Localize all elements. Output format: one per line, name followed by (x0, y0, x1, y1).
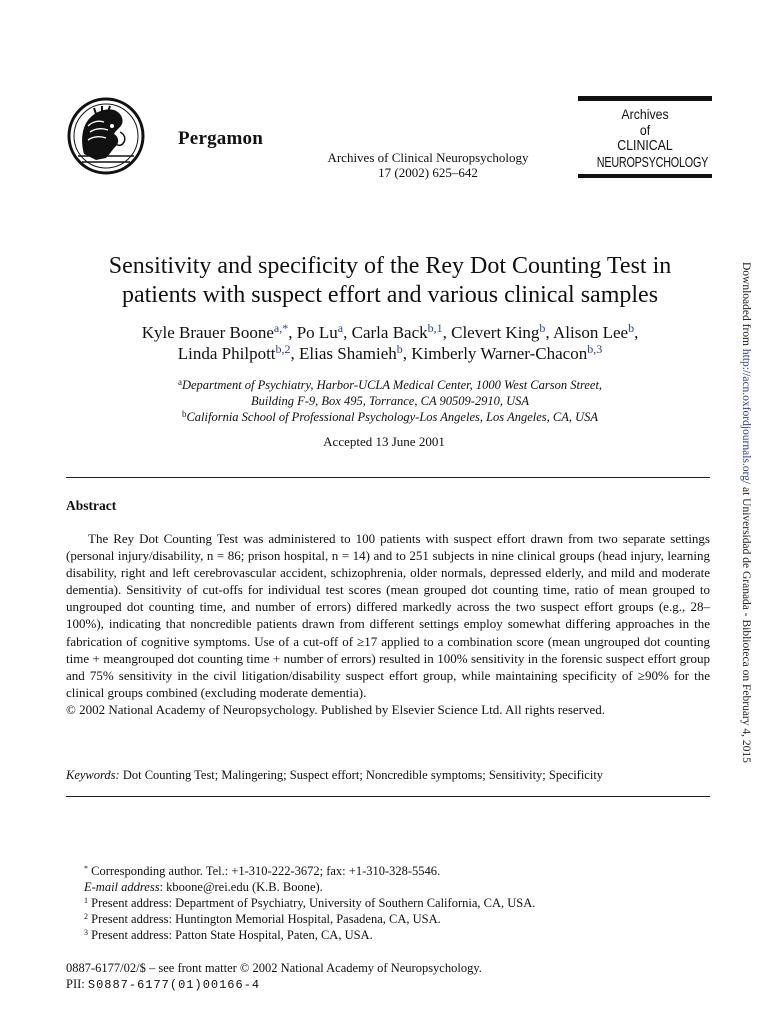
footnote-text: Present address: Patton State Hospital, Paten, CA, USA. (91, 928, 373, 942)
affiliations (150, 377, 630, 425)
brand-line-3: CLINICAL (617, 137, 673, 154)
pii-line (66, 976, 482, 993)
publisher-name: Pergamon (178, 128, 263, 149)
footnote-text: Corresponding author. Tel.: +1-310-222-3672; fax: +1-310-328-5546. (91, 864, 441, 878)
authors-line-1 (40, 322, 740, 343)
brand-line-1: Archives (621, 106, 669, 122)
author-name: Clevert King (451, 323, 540, 342)
copyright-notice: © 2002 National Academy of Neuropsychology. Published by Elsevier Science Ltd. All rights reserved. (66, 701, 606, 717)
keywords-label: Keywords: (66, 768, 120, 782)
issn-line: 0887-6177/02/$ – see front matter © 2002 National Academy of Neuropsychology. (66, 961, 482, 975)
footnote-text: Present address: Department of Psychiatry, University of Southern California, CA, USA. (91, 896, 536, 910)
front-matter (66, 960, 482, 993)
journal-name: Archives of Clinical Neuropsychology (327, 150, 529, 165)
affiliation-a-line-1: Department of Psychiatry, Harbor-UCLA Medical Center, 1000 West Carson Street, (181, 378, 603, 392)
affiliation-b-mark: b (181, 409, 187, 419)
keywords (66, 768, 710, 783)
author-separator: , (634, 323, 639, 342)
author-separator: , (442, 323, 452, 342)
author-affiliation-link[interactable]: b (628, 321, 635, 335)
footnote-text: Present address: Huntington Memorial Hospital, Pasadena, CA, USA. (91, 912, 441, 926)
pii-label: PII: (66, 977, 85, 991)
affiliation-a-mark: a (177, 377, 182, 387)
journal-brand-box (578, 96, 712, 178)
abstract (66, 530, 710, 718)
journal-url-link[interactable]: http://acn.oxfordjournals.org/ (740, 348, 752, 485)
author-separator: , (288, 323, 297, 342)
author-affiliation-link[interactable]: b,1 (427, 321, 443, 335)
author-affiliation-link[interactable]: a,* (273, 321, 289, 335)
author-affiliation-link[interactable]: a (337, 321, 344, 335)
email-label: E-mail address (84, 880, 160, 894)
abstract-body: The Rey Dot Counting Test was administered to 100 patients with suspect effort drawn from two separate settings (personal injury/disability, n = 86; prison hospital, n = 14) and to 251 subjects in nine clinical groups (head injury, learning disability, right and left cerebrovascular accident, schizophrenia, older normals, depressed elderly, and mild and moderate dementia). Sensitivity of cut-offs for individual test scores (mean grouped dot counting time, ratio of mean grouped to ungrouped dot counting time, and number of errors) differed markedly across the two suspect effort groups (e.g., 28–100%), indicating that noncredible patients drawn from different settings employ somewhat differing approaches in the fabrication of cognitive symptoms. Use of a cut-off of ≥17 applied to a combination score (mean ungrouped dot counting time + meangrouped dot counting time + number of errors) resulted in 100% sensitivity in the forensic suspect effort group and 75% sensitivity in the civil litigation/disability suspect effort group, while maintaining specificity of ≥90% for the clinical groups combined (excluding moderate dementia). (66, 531, 710, 700)
journal-issue: 17 (2002) 625–642 (378, 165, 478, 180)
affiliation-a-line-2: Building F-9, Box 495, Torrance, CA 90509-2910, USA (250, 394, 530, 408)
affiliation-b-text: California School of Professional Psychology-Los Angeles, Los Angeles, CA, USA (186, 410, 599, 424)
author-name: Linda Philpott (177, 344, 276, 363)
article-title (54, 252, 726, 310)
author-separator: , (290, 344, 300, 363)
author-name: Po Lu (296, 323, 338, 342)
author-list (40, 322, 740, 364)
footnote-email (84, 879, 724, 895)
elsevier-tree-logo-icon (66, 96, 168, 178)
accepted-date: Accepted 13 June 2001 (323, 434, 445, 449)
author-name: Alison Lee (552, 323, 629, 342)
authors-line-2 (40, 343, 740, 364)
download-details: at Universidad de Granada - Biblioteca on February 4, 2015 (740, 484, 752, 763)
author-separator: , (402, 344, 412, 363)
brand-line-2: of (639, 122, 651, 138)
title-line-1: Sensitivity and specificity of the Rey Dot Counting Test in (108, 253, 672, 279)
author-name: Kimberly Warner-Chacon (411, 344, 588, 363)
footnote-2 (84, 911, 724, 927)
author-name: Kyle Brauer Boone (141, 323, 274, 342)
download-label: Downloaded from (740, 262, 752, 346)
author-affiliation-link[interactable]: b (539, 321, 546, 335)
keywords-list: Dot Counting Test; Malingering; Suspect effort; Noncredible symptoms; Sensitivity; Specificity (122, 768, 604, 782)
journal-citation (298, 150, 558, 180)
pii-code: S0887-6177(01)00166-4 (87, 978, 261, 992)
author-name: Elias Shamieh (299, 344, 397, 363)
brand-line-4: NEUROPSYCHOLOGY (596, 154, 709, 171)
author-name: Carla Back (351, 323, 428, 342)
footnotes (84, 863, 724, 943)
abstract-heading: Abstract (66, 498, 117, 513)
affiliation-b (150, 409, 630, 425)
author-affiliation-link[interactable]: b (396, 342, 403, 356)
footnote-1 (84, 895, 724, 911)
footnote-mark: 1 (84, 896, 88, 905)
author-affiliation-link[interactable]: b,3 (587, 342, 603, 356)
author-affiliation-link[interactable]: b,2 (275, 342, 291, 356)
footnote-mark: 2 (84, 912, 88, 921)
footnote-corresponding (84, 863, 724, 879)
title-line-2: patients with suspect effort and various clinical samples (121, 282, 659, 308)
footnote-mark: * (84, 864, 88, 873)
divider-bottom (66, 796, 710, 797)
divider-top (66, 477, 710, 478)
author-separator: , (545, 323, 553, 342)
footnote-mark: 3 (84, 928, 88, 937)
download-watermark (740, 262, 752, 763)
author-separator: , (343, 323, 352, 342)
affiliation-a (150, 377, 630, 393)
footnote-3 (84, 927, 724, 943)
email-address-link[interactable]: : kboone@rei.edu (K.B. Boone). (159, 880, 323, 894)
